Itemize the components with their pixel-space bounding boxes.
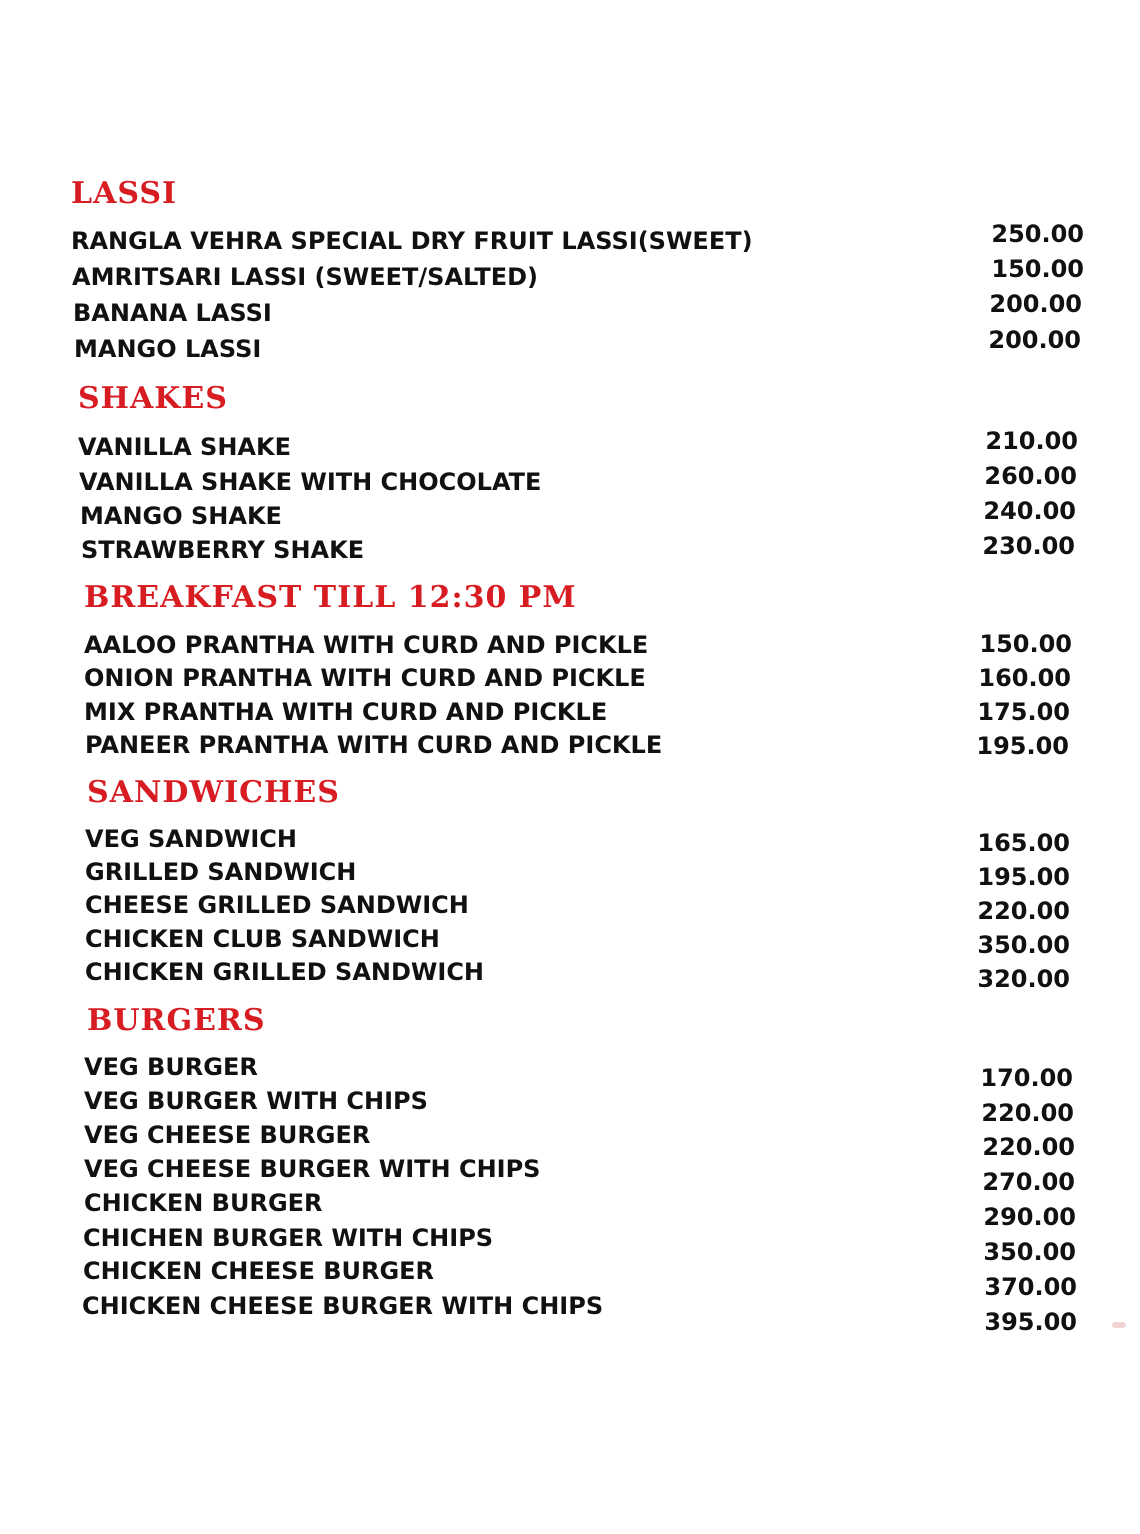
paper-smudge: [1112, 1322, 1126, 1328]
menu-item-price: 395.00: [984, 1308, 1077, 1336]
section-heading: SHAKES: [78, 381, 228, 416]
menu-item-price: 220.00: [981, 1099, 1074, 1127]
menu-item-name: ONION PRANTHA WITH CURD AND PICKLE: [84, 664, 646, 692]
menu-item-price: 200.00: [988, 326, 1081, 354]
menu-item-name: VEG CHEESE BURGER: [84, 1121, 371, 1149]
menu-item-price: 350.00: [983, 1238, 1076, 1266]
menu-item-name: CHICKEN CLUB SANDWICH: [85, 925, 440, 953]
menu-item-name: CHICKEN CHEESE BURGER WITH CHIPS: [82, 1292, 604, 1320]
menu-item-price: 170.00: [980, 1064, 1073, 1092]
menu-item-name: CHICKEN CHEESE BURGER: [83, 1257, 435, 1285]
section-heading: BURGERS: [87, 1003, 266, 1038]
menu-item-name: VANILLA SHAKE: [78, 433, 291, 461]
menu-item-name: STRAWBERRY SHAKE: [81, 536, 365, 564]
menu-item-name: VEG CHEESE BURGER WITH CHIPS: [84, 1155, 541, 1183]
menu-item-price: 260.00: [984, 462, 1077, 490]
menu-item-name: AALOO PRANTHA WITH CURD AND PICKLE: [84, 631, 649, 659]
menu-item-name: CHICKEN GRILLED SANDWICH: [85, 958, 485, 986]
menu-item-name: MANGO LASSI: [74, 335, 262, 363]
menu-item-name: MIX PRANTHA WITH CURD AND PICKLE: [84, 698, 608, 726]
menu-item-name: CHICKEN BURGER: [84, 1189, 323, 1217]
menu-item-price: 220.00: [977, 897, 1070, 925]
menu-item-price: 150.00: [979, 630, 1072, 658]
menu-item-name: CHEESE GRILLED SANDWICH: [85, 891, 469, 919]
menu-item-name: RANGLA VEHRA SPECIAL DRY FRUIT LASSI(SWEET): [71, 227, 753, 255]
menu-item-price: 240.00: [983, 497, 1076, 525]
menu-item-price: 200.00: [989, 290, 1082, 318]
menu-item-price: 350.00: [977, 931, 1070, 959]
menu-item-name: VEG BURGER WITH CHIPS: [84, 1087, 428, 1115]
menu-item-price: 250.00: [991, 220, 1084, 248]
menu-item-price: 270.00: [982, 1168, 1075, 1196]
menu-item-name: MANGO SHAKE: [80, 502, 282, 530]
menu-item-price: 150.00: [991, 255, 1084, 283]
menu-item-price: 370.00: [984, 1273, 1077, 1301]
menu-item-price: 160.00: [978, 664, 1071, 692]
section-heading: LASSI: [71, 176, 178, 211]
menu-item-price: 290.00: [983, 1203, 1076, 1231]
menu-item-name: AMRITSARI LASSI (SWEET/SALTED): [72, 263, 538, 291]
menu-item-price: 195.00: [977, 863, 1070, 891]
menu-item-price: 220.00: [982, 1133, 1075, 1161]
menu-item-name: VEG SANDWICH: [85, 825, 297, 853]
menu-item-price: 195.00: [976, 732, 1069, 760]
menu-item-price: 165.00: [977, 829, 1070, 857]
menu-item-name: VEG BURGER: [84, 1053, 258, 1081]
menu-item-price: 210.00: [985, 427, 1078, 455]
menu-item-name: PANEER PRANTHA WITH CURD AND PICKLE: [85, 731, 663, 759]
menu-item-price: 320.00: [977, 965, 1070, 993]
menu-item-name: CHICHEN BURGER WITH CHIPS: [83, 1224, 494, 1252]
menu-item-name: BANANA LASSI: [73, 299, 272, 327]
section-heading: BREAKFAST TILL 12:30 PM: [84, 580, 577, 615]
menu-item-name: VANILLA SHAKE WITH CHOCOLATE: [79, 468, 542, 496]
menu-item-price: 175.00: [977, 698, 1070, 726]
menu-item-name: GRILLED SANDWICH: [85, 858, 357, 886]
section-heading: SANDWICHES: [87, 775, 340, 810]
menu-item-price: 230.00: [982, 532, 1075, 560]
